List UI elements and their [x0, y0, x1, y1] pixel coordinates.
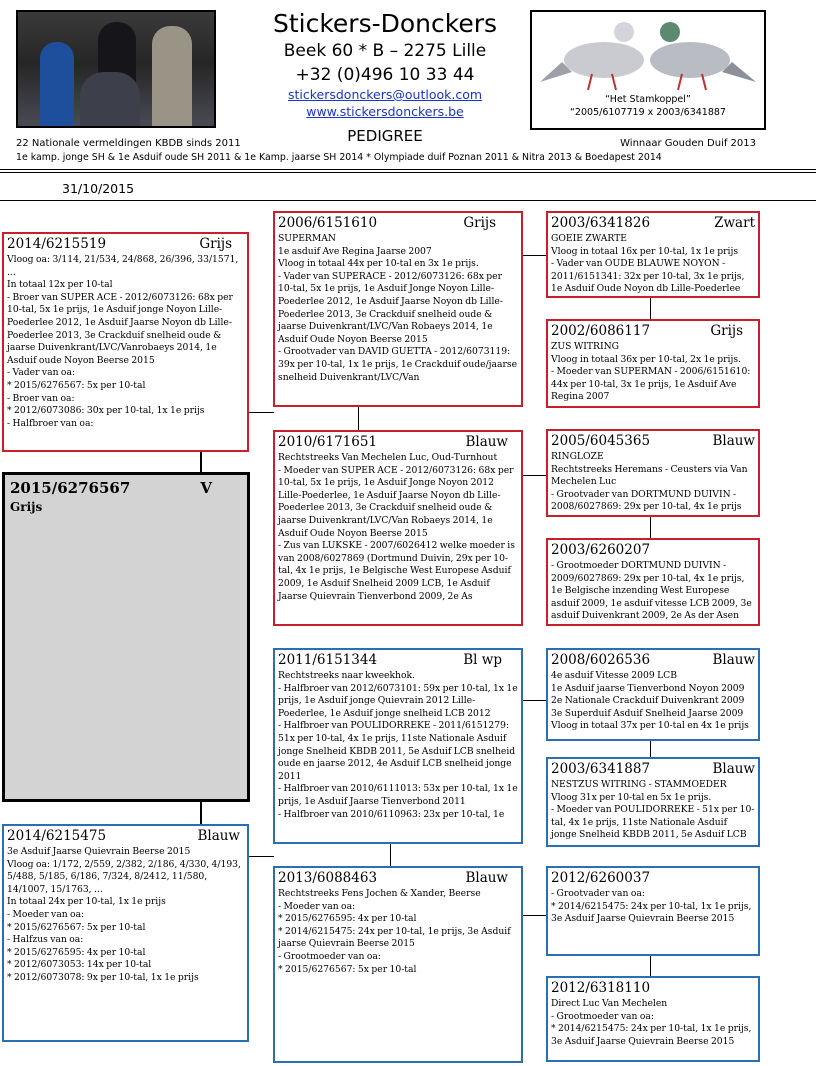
pigeon-description: ZUS WITRING Vloog in totaal 36x per 10-tal, 2x 1e prijs. - Moeder van SUPERMAN - 2006/6151610: 44x per 10-tal, 3x 1e prijs, 1e Asduif Ave Regina 2007: [551, 341, 751, 403]
pigeon-ring: 2002/6086117: [551, 323, 651, 339]
granddam-maternal-card: [273, 866, 523, 1063]
pigeon-description: Rechtstreeks Van Mechelen Luc, Oud-Turnhout - Moeder van SUPER ACE - 2012/6073126: 68x per 10-tal, 5x 1e prijs, 1e Asduif Jonge Noyon 2012 Lille-Poederlee, 1e Asduif Jaarse Noyon db Lille-Poederlee 2013, 3e Crackduif snelheid oude & jaarse Duivenkrant/LVC/Van Robaeys 2014, 1e Asduif Oude Noyon Beerse 2015 - Zus van LUKSKE - 2007/6026412 welke moeder is van 2008/6027869 (Dortmund Duivin, 29x per 10-tal, 4x 1e prijs, 1e Belgische West Europese Asduif 2009, 1e Asduif Snelheid 2009 LCB, 1e Asduif Jaarse Quievrain Tienverbond 2009, 2e As: [278, 452, 515, 602]
pedigree-date: 31/10/2015: [62, 181, 135, 196]
pigeon-color: Grijs: [710, 323, 743, 339]
breeder-phone: +32 (0)496 10 33 44: [295, 65, 475, 85]
national-mentions: 22 Nationale vermeldingen KBDB sinds 2011: [16, 138, 241, 149]
pigeon-description: RINGLOZE Rechtstreeks Heremans - Ceusters via Van Mechelen Luc - Grootvader van DORTMUND DUIVIN - 2008/6027869: 29x per 10-tal, 4x 1e prijs: [551, 451, 748, 513]
header-divider: [0, 169, 816, 170]
pigeon-ring: 2003/6260207: [551, 542, 651, 558]
pigeon-color: Blauw: [197, 828, 240, 844]
pigeon-ring: 2006/6151610: [278, 215, 378, 231]
person-figure: [80, 72, 140, 126]
subject-ring: 2015/6276567: [10, 479, 131, 497]
email-link[interactable]: stickersdonckers@outlook.com: [287, 87, 483, 102]
grandsire-paternal-card: [273, 211, 523, 407]
pigeon-color: Bl wp: [463, 652, 502, 668]
pigeon-color: Grijs: [463, 215, 496, 231]
pigeon-ring: 2011/6151344: [278, 652, 378, 668]
connector-line: [390, 843, 391, 867]
connector-line: [248, 412, 274, 413]
stamkoppel-caption: “Het Stamkoppel”: [605, 94, 691, 105]
connector-line: [522, 255, 546, 256]
connector-line: [248, 856, 274, 857]
pigeon-color: Grijs: [199, 236, 232, 252]
great-grandparent-card: [546, 648, 760, 741]
connector-line: [522, 915, 546, 916]
pigeon-color: Blauw: [712, 433, 755, 449]
subject-sex: V: [200, 479, 212, 497]
great-grandparent-card: [546, 538, 760, 626]
connector-line: [650, 516, 651, 538]
connector-line: [522, 475, 546, 476]
pigeon-ring: 2013/6088463: [278, 870, 378, 886]
pigeon-ring: 2014/6215475: [7, 828, 107, 844]
pigeon-ring: 2014/6215519: [7, 236, 107, 252]
person-figure: [152, 26, 192, 126]
great-grandparent-card: [546, 319, 760, 408]
person-figure: [40, 42, 74, 126]
connector-line: [200, 802, 202, 824]
family-photo: [16, 10, 216, 128]
subject-pigeon-card: [2, 472, 250, 802]
connector-line: [650, 956, 651, 976]
pigeon-description: Rechtstreeks Fens Jochen & Xander, Beerse - Moeder van oa: * 2015/6276595: 4x per 10-tal * 2014/6215475: 24x per 10-tal, 1e prijs, 3e Asduif jaarse Quievrain Beerse 2015 - Grootmoeder van oa: * 2015/6276567: 5x per 10-tal: [278, 888, 511, 975]
pigeon-color: Blauw: [712, 761, 755, 777]
pigeon-description: SUPERMAN 1e asduif Ave Regina Jaarse 2007 Vloog in totaal 44x per 10-tal en 3x 1e prijs. - Vader van SUPERACE - 2012/6073126: 68x per 10-tal, 5x 1e prijs, 1e Asduif Jonge Noyon Lille-Poederlee 2012, 1e Asduif Jaarse Noyon db Lille-Poederlee 2013, 3e Crackduif snelheid oude & jaarse Duivenkrant/LVC/Van Robaeys 2014, 1e Asduif Oude Noyon Beerse 2015 - Grootvader van DAVID GUETTA - 2012/6073119: 39x per 10-tal, 1x 1e prijs, 1e Crackduif oude/jaarse snelheid Duivenkrant/LVC/Van: [278, 233, 518, 383]
pigeon-color: Blauw: [465, 434, 508, 450]
date-divider: [0, 200, 816, 201]
pigeon-ring: 2003/6341826: [551, 215, 651, 231]
grandsire-maternal-card: [273, 648, 523, 844]
pigeon-ring: 2010/6171651: [278, 434, 378, 450]
pigeon-color: Blauw: [712, 652, 755, 668]
stamkoppel-photo: [530, 10, 766, 130]
pigeon-description: Rechtstreeks naar kweekhok. - Halfbroer van 2012/6073101: 59x per 10-tal, 1x 1e prijs, 1e Asduif jonge Quievrain 2012 Lille-Poederlee, 1e Asduif jonge snelheid LCB 2012 - Halfbroer van POULIDORREKE - 2011/6151279: 51x per 10-tal, 4x 1e prijs, 11ste Nationale Asduif jonge Snelheid KBDB 2011, 5e Asduif LCB snelheid oude en jaarse 2012, 4e Asduif LCB snelheid jonge 2011 - Halfbroer van 2010/6111013: 53x per 10-tal, 1x 1e prijs, 1e Asduif Jaarse Tienverbond 2011 - Halfbroer van 2010/6110963: 23x per 10-tal, 1e: [278, 670, 518, 820]
great-grandparent-card: [546, 976, 760, 1062]
great-grandparent-card: [546, 211, 760, 298]
pigeon-color: Zwart: [714, 215, 755, 231]
pigeon-color: Blauw: [465, 870, 508, 886]
great-grandparent-card: [546, 429, 760, 517]
achievements-line: 1e kamp. jonge SH & 1e Asduif oude SH 2011 & 1e Kamp. jaarse SH 2014 * Olympiade duif Poznan 2011 & Nitra 2013 & Boedapest 2014: [16, 152, 662, 163]
pigeon-description: Vloog oa: 3/114, 21/534, 24/868, 26/396, 33/1571, ... In totaal 12x per 10-tal - Broer van SUPER ACE - 2012/6073126: 68x per 10-tal, 5x 1e prijs, 1e Asduif jonge Noyon Lille-Poederlee 2012, 1e Asduif Jaarse Noyon db Lille-Poederlee 2013, 3e Crackduif snelheid oude & jaarse Duivenkrant/LVC/Vanrobaeys 2014, 1e Asduif oude Noyon Beerse 2015 - Vader van oa: * 2015/6276567: 5x per 10-tal - Broer van oa: * 2012/6073086: 30x per 10-tal, 1x 1e prijs - Halfbroer van oa:: [7, 254, 239, 429]
pigeon-description: GOEIE ZWARTE Vloog in totaal 16x per 10-tal, 1x 1e prijs - Vader van OUDE BLAUWE NOYON - 2011/6151341: 32x per 10-tal, 3x 1e prijs, 1e Asduif Oude Noyon db Lille-Poederlee: [551, 233, 745, 295]
subject-color: Grijs: [10, 500, 43, 514]
connector-line: [358, 405, 359, 430]
connector-line: [650, 741, 651, 757]
pigeon-description: - Grootmoeder DORTMUND DUIVIN - 2009/6027869: 29x per 10-tal, 4x 1e prijs, 1e Belgische inzending West Europese asduif 2009, 1e asduif vitesse LCB 2009, 3e asduif Duivenkrant 2009, 2e As der Asen: [551, 560, 752, 622]
pigeon-description: 4e asduif Vitesse 2009 LCB 1e Asduif jaarse Tienverbond Noyon 2009 2e Nationale Crackduif Duivenkrant 2009 3e Superduif Asduif Snelheid Jaarse 2009 Vloog in totaal 37x per 10-tal en 4x 1e prijs: [551, 670, 749, 732]
connector-line: [650, 297, 651, 319]
pigeon-ring: 2008/6026536: [551, 652, 651, 668]
pigeon-description: - Grootvader van oa: * 2014/6215475: 24x per 10-tal, 1x 1e prijs, 3e Asduif Jaarse Quievrain Beerse 2015: [551, 888, 752, 925]
breeder-name: Stickers-Donckers: [272, 9, 498, 38]
website-link[interactable]: www.stickersdonckers.be: [306, 104, 464, 119]
great-grandparent-card: [546, 757, 760, 847]
breeder-address: Beek 60 * B – 2275 Lille: [283, 41, 487, 61]
pigeon-description: NESTZUS WITRING - STAMMOEDER Vloog 31x per 10-tal en 5x 1e prijs. - Moeder van POULIDORREKE - 51x per 10-tal, 4x 1e prijs, 11ste Nationale Asduif jonge Snelheid KBDB 2011, 5e Asduif LCB: [551, 779, 755, 841]
pigeon-ring: 2012/6260037: [551, 870, 651, 886]
golden-pigeon-note: Winnaar Gouden Duif 2013: [620, 138, 756, 149]
connector-line: [200, 452, 202, 472]
header-divider: [0, 172, 816, 173]
dam-card: [2, 824, 249, 1042]
granddam-paternal-card: [273, 430, 523, 626]
pigeon-description: Direct Luc Van Mechelen - Grootmoeder van oa: * 2014/6215475: 24x per 10-tal, 1x 1e prijs, 3e Asduif Jaarse Quievrain Beerse 2015: [551, 998, 752, 1047]
pigeon-pair-icon: [532, 12, 764, 94]
pigeon-ring: 2005/6045365: [551, 433, 651, 449]
pigeon-description: 3e Asduif Jaarse Quievrain Beerse 2015 Vloog oa: 1/172, 2/559, 2/382, 2/186, 4/330, 4/193, 5/488, 5/185, 6/186, 7/324, 8/2412, 11/580, 14/1007, 15/1763, ... In totaal 24x per 10-tal, 1x 1e prijs - Moeder van oa: * 2015/6276567: 5x per 10-tal - Halfzus van oa: * 2015/6276595: 4x per 10-tal * 2012/6073053: 14x per 10-tal * 2012/6073078: 9x per 10-tal, 1x 1e prijs: [7, 846, 241, 983]
stamkoppel-rings: “2005/6107719 x 2003/6341887: [570, 107, 726, 118]
sire-card: [2, 232, 249, 452]
pigeon-ring: 2012/6318110: [551, 980, 651, 996]
pedigree-title: PEDIGREE: [347, 127, 423, 145]
great-grandparent-card: [546, 866, 760, 956]
connector-line: [522, 700, 546, 701]
pigeon-ring: 2003/6341887: [551, 761, 651, 777]
